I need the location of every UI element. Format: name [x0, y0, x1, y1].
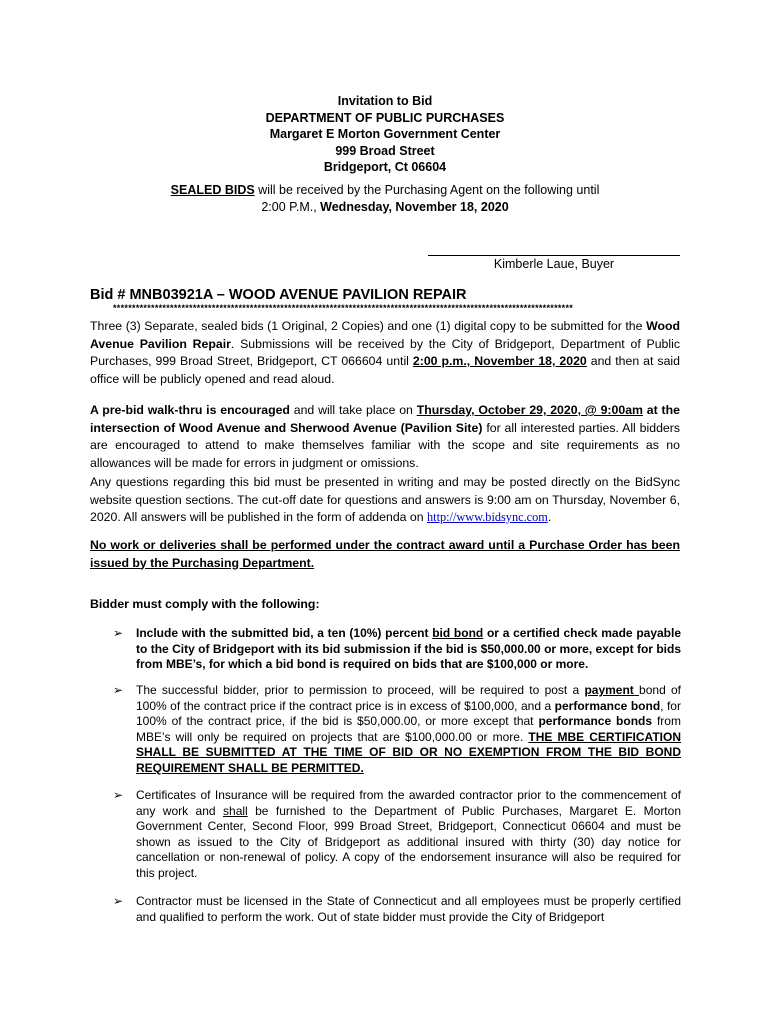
requirement-license: Contractor must be licensed in the State of Connecticut and all employees must be properly certified and qualified to perform the work. Out of state bidder must provide the City of Bridgeport	[136, 894, 681, 924]
item2-text-c: bond of 100% of the contract price if the contract price is in excess of $100,000, and a	[136, 683, 682, 713]
p2-date: Thursday, October 29, 2020, @ 9:00am	[416, 403, 643, 417]
p1-text-c: . Submissions will be received by the City of Bridgeport, Department of Public Purchases, 999 Broad Street, Bridgeport, CT 066604 until	[90, 336, 680, 368]
bid-title: Bid # MNB03921A – WOOD AVENUE PAVILION REPAIR	[90, 287, 467, 303]
item2-performance-bonds: performance bonds	[538, 714, 653, 729]
purchase-order-notice: No work or deliveries shall be performed under the contract award until a Purchase Order has been issued by the Purchasing Department.	[90, 538, 680, 570]
submission-paragraph	[90, 318, 680, 388]
building-name: Margaret E Morton Government Center	[269, 127, 501, 141]
comply-heading: Bidder must comply with the following:	[90, 597, 320, 611]
p1-project-name: Wood Avenue Pavilion Repair	[90, 319, 680, 351]
deadline-date: Wednesday, November 18, 2020	[320, 199, 509, 214]
department-name: DEPARTMENT OF PUBLIC PURCHASES	[265, 110, 505, 125]
item2-performance-bond: performance bond	[554, 698, 661, 713]
item1-bid-bond: bid bond	[432, 626, 484, 640]
p1-deadline: 2:00 p.m., November 18, 2020	[412, 354, 587, 368]
requirement-payment-bond	[136, 683, 681, 777]
item1-text-c: or a certified check made payable to the City of Bridgeport with its bid submission if the bid is $50,000.00 or more, except for bids from MBE’s, for which a bid bond is required on bids that are $100,000 or more.	[136, 626, 682, 672]
p1-text-a: Three (3) Separate, sealed bids (1 Original, 2 Copies) and one (1) digital copy to be submitted for the	[90, 319, 647, 333]
bullet-arrow-icon: ➢	[113, 626, 124, 640]
p1-text-e: and then at said office will be publicly opened and read aloud.	[90, 354, 680, 386]
requirement-bid-bond	[136, 626, 681, 673]
item3-text-c: be furnished to the Department of Public Purchases, Margaret E. Morton Government Center, Second Floor, 999 Broad Street, Bridgeport, Connecticut 06604 and must be shown as issued to the City of Bridgeport as additional insured with thirty (30) day notice for cancellation or non-renewal of policy. A copy of the endorsement insurance will also be required for this project.	[136, 803, 681, 880]
p2-location: at the intersection of Wood Avenue and Sherwood Avenue (Pavilion Site)	[90, 403, 680, 435]
bullet-arrow-icon: ➢	[113, 894, 124, 908]
bullet-arrow-icon: ➢	[113, 788, 124, 802]
letterhead	[160, 93, 610, 176]
item1-text-a: Include with the submitted bid, a ten (10%) percent	[136, 626, 433, 640]
p2-text-b: and will take place on	[289, 403, 417, 417]
sealed-bids-label: SEALED BIDS	[170, 183, 255, 197]
separator-stars: *************************************************************************************************************************	[113, 303, 574, 313]
item2-mbe-certification: THE MBE CERTIFICATION SHALL BE SUBMITTED AT THE TIME OF BID OR NO EXEMPTION FROM THE BID BOND REQUIREMENT SHALL BE PERMITTED.	[136, 729, 681, 775]
buyer-name: Kimberle Laue, Buyer	[493, 257, 615, 271]
signature-line	[428, 244, 680, 256]
city-state-zip: Bridgeport, Ct 06604	[323, 160, 447, 174]
questions-paragraph	[90, 474, 680, 527]
deadline-time: 2:00 P.M.,	[261, 199, 321, 214]
bullet-arrow-icon: ➢	[113, 683, 124, 697]
prebid-paragraph	[90, 402, 680, 472]
item2-payment: payment	[584, 683, 640, 697]
notice-text: will be received by the Purchasing Agent on the following until	[254, 183, 600, 197]
street-address: 999 Broad Street	[335, 143, 435, 158]
item2-text-e: , for 100% of the contract price, if the bid is $50,000.00, or more except that	[136, 698, 681, 729]
p3-text-b: .	[547, 510, 552, 524]
doc-type: Invitation to Bid	[337, 94, 433, 108]
item3-text-a: Certificates of Insurance will be required from the awarded contractor prior to the commencement of any work and	[136, 788, 681, 818]
item2-text-a: The successful bidder, prior to permission to proceed, will be required to post a	[136, 683, 585, 697]
p3-text-a: Any questions regarding this bid must be presented in writing and may be posted directly on the BidSync website question sections. The cut-off date for questions and answers is 9:00 am on Thursday, November 6, 2020. All answers will be published in the form of addenda on	[90, 475, 680, 524]
requirement-insurance	[136, 788, 681, 882]
item3-shall: shall	[223, 803, 248, 818]
p2-text-e: for all interested parties. All bidders are encouraged to attend to make themselves familiar with the scope and site requirements as no allowances will be made for errors in judgment or omissions.	[90, 420, 680, 470]
item2-text-g: from MBE’s will only be required on projects that are $100,000.00 or more.	[136, 714, 681, 744]
p2-encouraged: A pre-bid walk-thru is encouraged	[90, 403, 290, 417]
bidsync-link[interactable]: http://www.bidsync.com	[427, 510, 548, 524]
sealed-bids-notice	[120, 182, 650, 215]
